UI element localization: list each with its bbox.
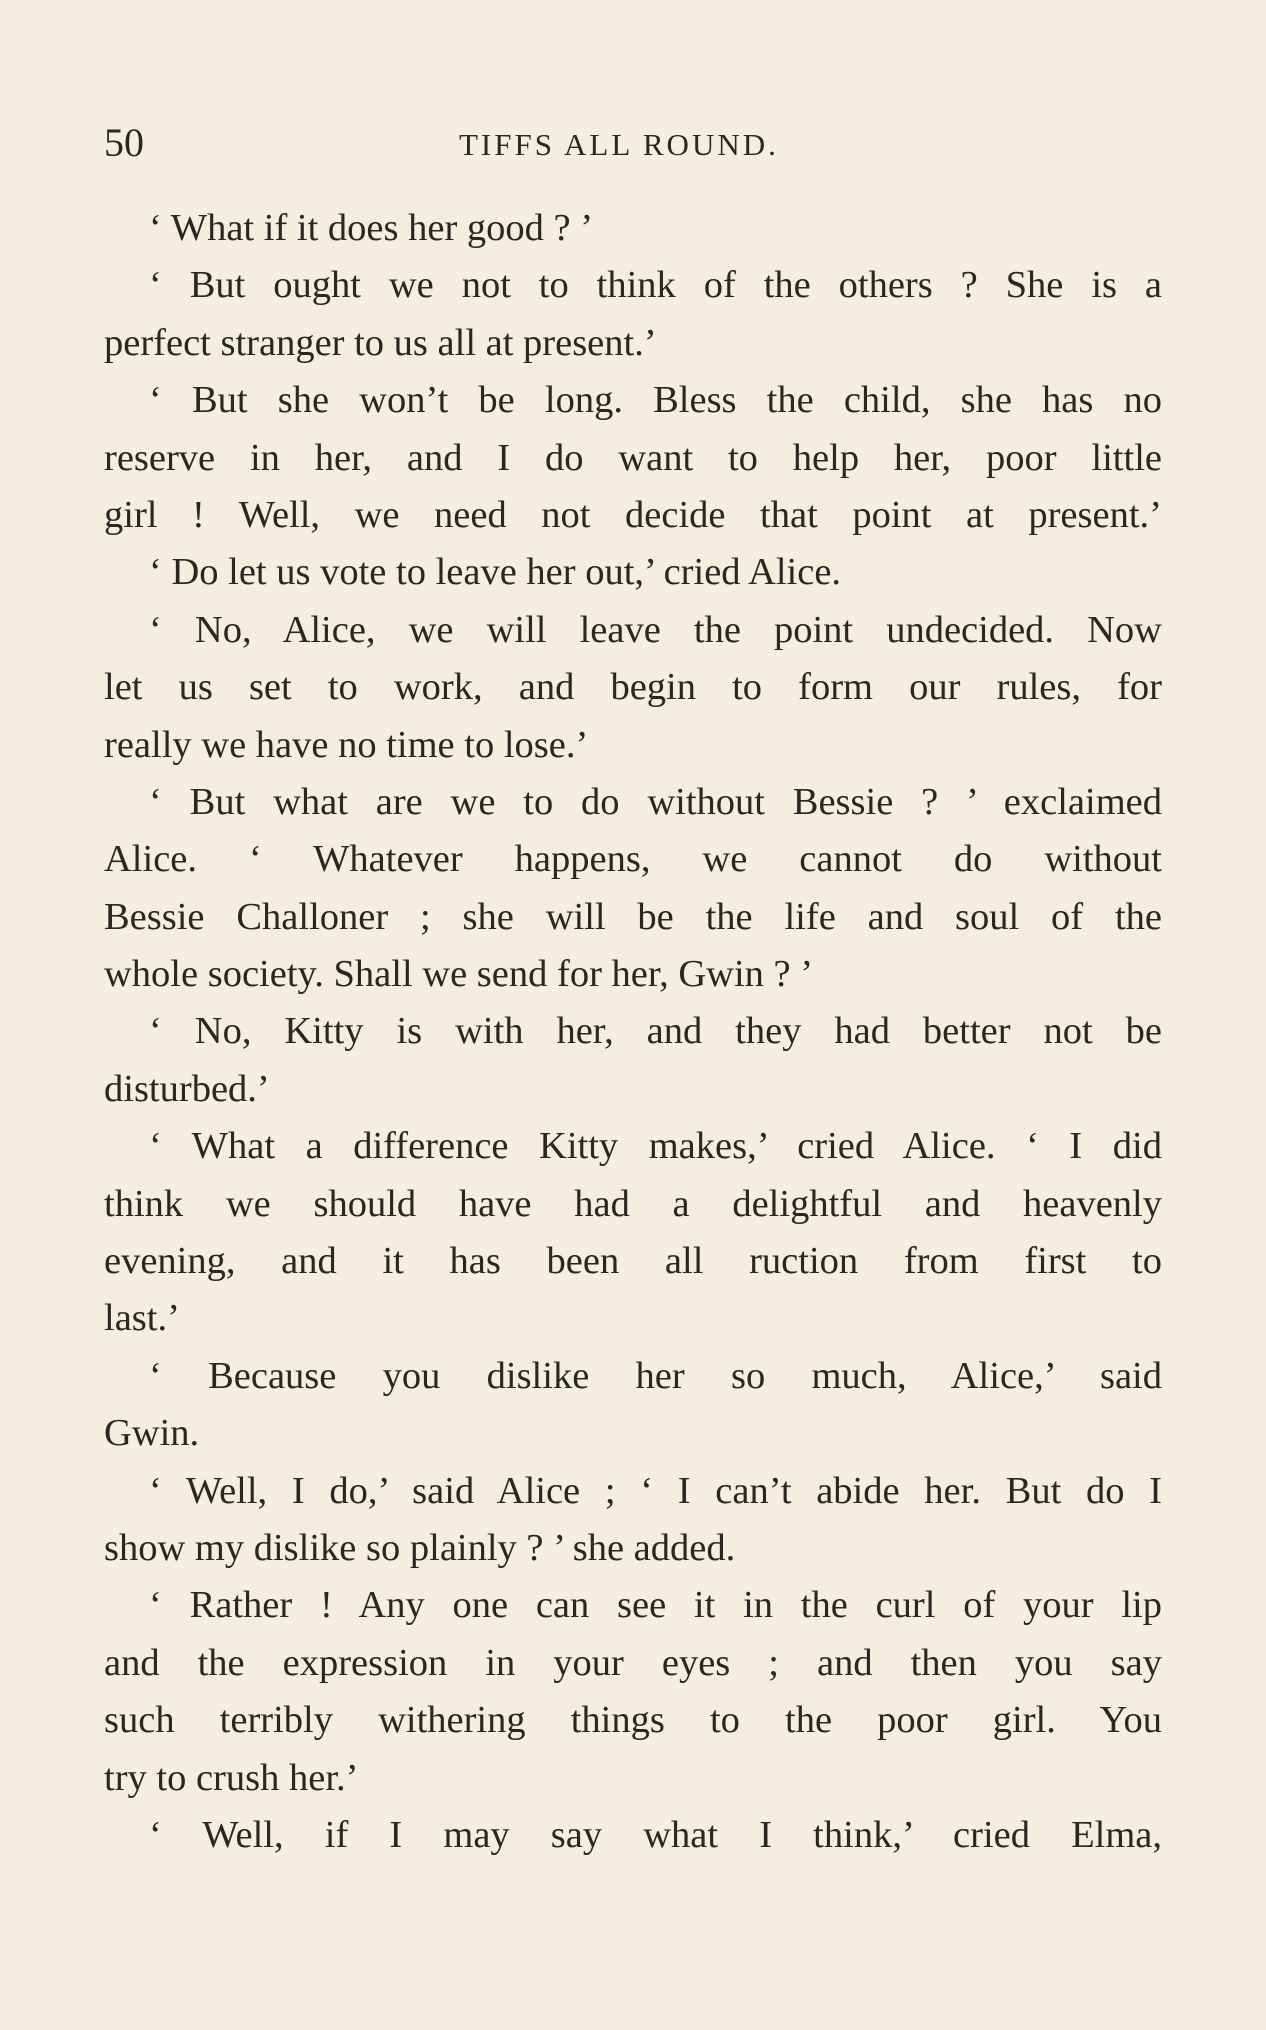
text-line: and the expression in your eyes ; and then you say bbox=[104, 1641, 1162, 1684]
text-line: such terribly withering things to the poor girl. You bbox=[104, 1699, 1162, 1742]
text-line: let us set to work, and begin to form our rules, for bbox=[104, 666, 1162, 709]
text-line: ‘ No, Kitty is with her, and they had better not be bbox=[149, 1010, 1162, 1053]
text-line: last.’ bbox=[104, 1297, 180, 1340]
text-line: ‘ No, Alice, we will leave the point undecided. Now bbox=[149, 608, 1162, 651]
text-line: ‘ What if it does her good ? ’ bbox=[149, 207, 594, 249]
text-line: ‘ Do let us vote to leave her out,’ cried Alice. bbox=[149, 551, 842, 594]
text-line: ‘ But ought we not to think of the others ? She is a bbox=[149, 264, 1162, 307]
text-line: girl ! Well, we need not decide that point at present.’ bbox=[104, 493, 1162, 536]
text-line: evening, and it has been all ruction from first to bbox=[104, 1240, 1162, 1283]
text-line: ‘ Because you dislike her so much, Alice,’ said bbox=[149, 1354, 1162, 1397]
text-line: really we have no time to lose.’ bbox=[104, 723, 589, 766]
text-line: ‘ But she won’t be long. Bless the child, she has no bbox=[149, 379, 1162, 422]
text-line: ‘ Rather ! Any one can see it in the curl of your lip bbox=[149, 1584, 1162, 1627]
text-line: ‘ What a difference Kitty makes,’ cried Alice. ‘ I did bbox=[149, 1125, 1162, 1168]
text-line: disturbed.’ bbox=[104, 1067, 270, 1110]
text-line: Gwin. bbox=[104, 1412, 200, 1455]
text-line: Bessie Challoner ; she will be the life and soul of the bbox=[104, 895, 1162, 938]
page-header bbox=[104, 118, 1162, 168]
text-line: reserve in her, and I do want to help her, poor little bbox=[104, 436, 1162, 479]
text-line: whole society. Shall we send for her, Gwin ? ’ bbox=[104, 953, 814, 996]
text-line: ‘ Well, if I may say what I think,’ cried Elma, bbox=[149, 1813, 1162, 1856]
body-text bbox=[104, 200, 1162, 1864]
text-line: perfect stranger to us all at present.’ bbox=[104, 321, 657, 364]
page-number: 50 bbox=[104, 120, 144, 165]
running-title: TIFFS ALL ROUND. bbox=[459, 127, 779, 162]
text-line: show my dislike so plainly ? ’ she added. bbox=[104, 1526, 736, 1569]
text-line: ‘ But what are we to do without Bessie ? ’ exclaimed bbox=[149, 780, 1162, 823]
text-line: ‘ Well, I do,’ said Alice ; ‘ I can’t abide her. But do I bbox=[149, 1469, 1162, 1512]
text-line: Alice. ‘ Whatever happens, we cannot do without bbox=[104, 838, 1162, 881]
text-line: think we should have had a delightful and heavenly bbox=[104, 1182, 1162, 1225]
text-line: try to crush her.’ bbox=[104, 1756, 359, 1799]
